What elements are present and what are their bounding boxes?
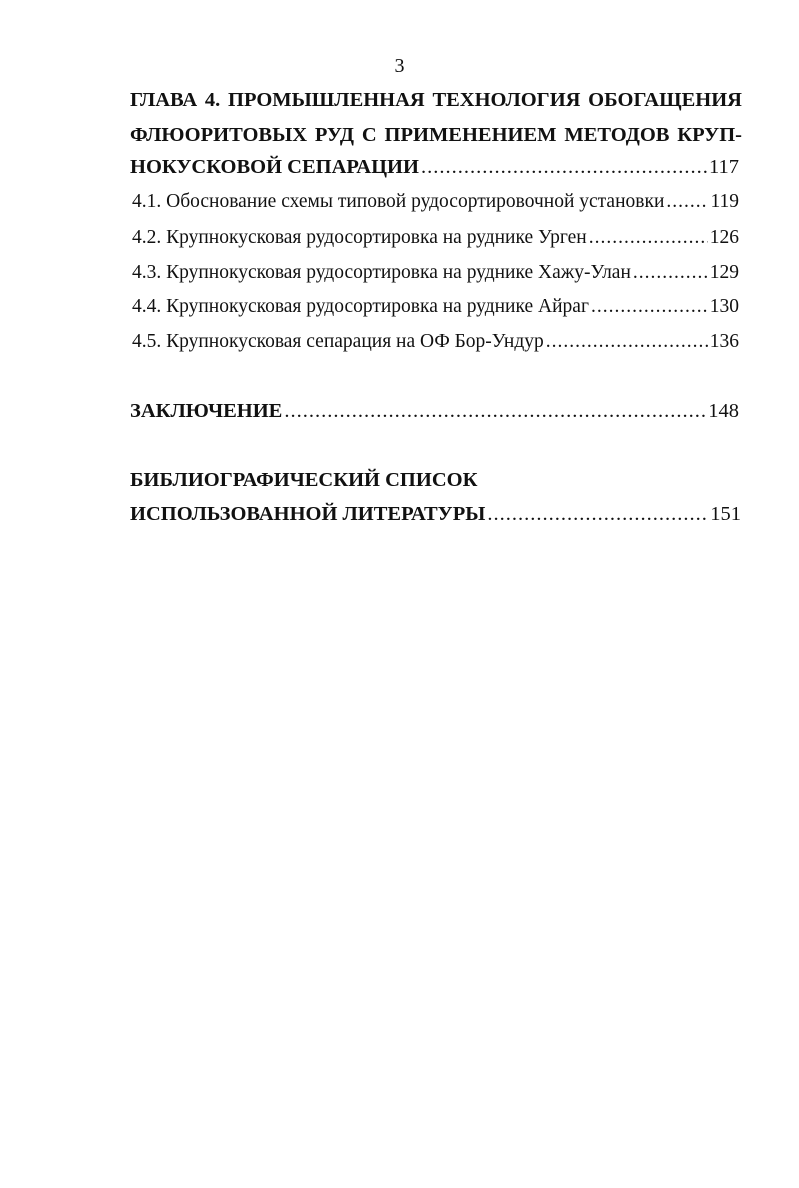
toc-entry-bibliography[interactable] — [130, 503, 741, 526]
dot-leader — [633, 262, 708, 284]
toc-page-number: 151 — [710, 503, 741, 525]
page-number: 3 — [394, 55, 405, 77]
toc-page-number: 129 — [709, 262, 739, 283]
dot-leader — [591, 296, 708, 318]
toc-entry-conclusion[interactable] — [130, 400, 739, 423]
toc-section-title: 4.1. Обоснование схемы типовой рудосортировочной установки — [132, 191, 665, 212]
dot-leader — [546, 331, 708, 353]
dot-leader — [284, 400, 706, 423]
toc-page-number: 119 — [710, 191, 739, 212]
toc-entry-chapter4[interactable] — [130, 156, 739, 179]
chapter4-heading-line2: ФЛЮОРИТОВЫХ РУД С ПРИМЕНЕНИЕМ МЕТОДОВ КРУП- — [130, 124, 742, 146]
toc-page-number: 148 — [708, 400, 739, 422]
toc-section-title: 4.3. Крупнокусковая рудосортировка на руднике Хажу-Улан — [132, 262, 631, 283]
toc-page-number: 117 — [709, 156, 739, 178]
bibliography-title-line2: ИСПОЛЬЗОВАННОЙ ЛИТЕРАТУРЫ — [130, 503, 486, 525]
bibliography-title-line1: БИБЛИОГРАФИЧЕСКИЙ СПИСОК — [130, 469, 478, 491]
toc-entry-section-4-4[interactable] — [132, 296, 739, 318]
dot-leader — [666, 191, 708, 213]
toc-entry-section-4-5[interactable] — [132, 331, 739, 353]
chapter4-heading-line3: НОКУСКОВОЙ СЕПАРАЦИИ — [130, 156, 419, 178]
toc-entry-section-4-3[interactable] — [132, 262, 739, 284]
toc-entry-section-4-2[interactable] — [132, 227, 739, 249]
conclusion-title: ЗАКЛЮЧЕНИЕ — [130, 400, 283, 422]
chapter4-heading-line1: ГЛАВА 4. ПРОМЫШЛЕННАЯ ТЕХНОЛОГИЯ ОБОГАЩЕНИЯ — [130, 89, 742, 111]
toc-section-title: 4.4. Крупнокусковая рудосортировка на руднике Айраг — [132, 296, 589, 317]
dot-leader — [421, 156, 707, 179]
toc-section-title: 4.2. Крупнокусковая рудосортировка на руднике Урген — [132, 227, 587, 248]
toc-entry-section-4-1[interactable] — [132, 191, 739, 213]
toc-page-number: 136 — [709, 331, 739, 352]
toc-page-number: 126 — [709, 227, 739, 248]
toc-page-number: 130 — [709, 296, 739, 317]
toc-section-title: 4.5. Крупнокусковая сепарация на ОФ Бор-Ундур — [132, 331, 544, 352]
dot-leader — [589, 227, 708, 249]
dot-leader — [487, 503, 708, 526]
